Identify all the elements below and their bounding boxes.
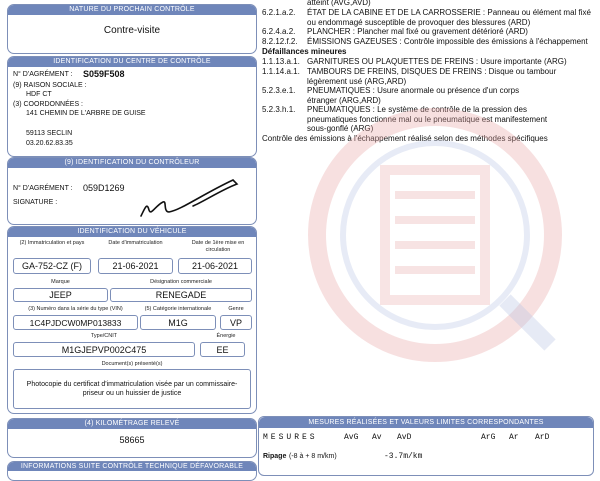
unfavorable-info-header: INFORMATIONS SUITE CONTRÔLE TECHNIQUE DÉFAVORABLE: [8, 462, 256, 471]
center-header: IDENTIFICATION DU CENTRE DE CONTRÔLE: [8, 57, 256, 67]
measures-panel: [258, 416, 594, 476]
measure-col-av: Av: [372, 433, 382, 442]
genre-caption: Genre: [228, 306, 244, 312]
defect-code: 5.2.3.h.1.: [262, 105, 296, 114]
vehicle-panel: [7, 226, 257, 414]
center-approval-label: N° D'AGRÉMENT :: [13, 71, 73, 78]
minor-defects-title: Défaillances mineures: [262, 47, 347, 56]
category-caption: (5) Catégorie internationale: [144, 306, 212, 312]
genre-value: VP: [220, 315, 252, 330]
defect-text: ÉTAT DE LA CABINE ET DE LA CARROSSERIE : Panneau ou élément mal fixé ou endommagé susceptible de provoquer des blessures (ARD): [307, 8, 591, 27]
ripage-label: Ripage: [263, 453, 287, 460]
defect-text: PLANCHER : Plancher mal fixé ou gravement détérioré (ARD): [307, 27, 528, 36]
documents-caption: Document(s) présenté(s): [101, 361, 163, 367]
mileage-value: 58665: [119, 435, 145, 445]
registration-caption: (2) Immatriculation et pays: [19, 240, 85, 246]
defect-text: GARNITURES OU PLAQUETTES DE FREINS : Usure importante (ARG): [307, 57, 567, 66]
defect-text: PNEUMATIQUES : Usure anormale ou présence d'un corps étranger (ARG,ARD): [307, 86, 520, 105]
measures-title: MESURES: [263, 433, 318, 442]
defect-code: 6.2.1.a.2.: [262, 8, 296, 17]
registration-date-caption: Date d'immatriculation: [108, 240, 163, 246]
company-value: HDF CT: [26, 91, 52, 98]
emissions-note: Contrôle des émissions à l'échappement réalisé selon des méthodes spécifiques: [262, 134, 548, 143]
controller-approval-label: N° D'AGRÉMENT :: [13, 185, 73, 192]
mileage-panel: [7, 418, 257, 458]
defect-code: 1.1.14.a.1.: [262, 67, 300, 76]
signature-label: SIGNATURE :: [13, 199, 58, 206]
type-caption: Type/CNIT: [90, 333, 118, 339]
signature-icon: [133, 172, 248, 222]
measure-col-ar: Ar: [509, 433, 519, 442]
vin-value: 1C4PJDCW0MP013833: [13, 315, 138, 330]
next-check-value: Contre-visite: [103, 25, 161, 36]
company-label: (9) RAISON SOCIALE :: [13, 82, 87, 89]
measure-col-ard: ArD: [535, 433, 550, 442]
address-line2: 59113 SECLIN: [26, 130, 73, 137]
defect-code: 1.1.13.a.1.: [262, 57, 300, 66]
controller-approval-value: 059D1269: [83, 183, 125, 193]
defect-code: 5.2.3.e.1.: [262, 86, 296, 95]
next-check-panel: [7, 4, 257, 54]
measure-col-arg: ArG: [481, 433, 496, 442]
ripage-value: -3.7m/km: [384, 452, 423, 461]
registration-value: GA-752-CZ (F): [13, 258, 91, 274]
defect-code: 8.2.12.f.2.: [262, 37, 298, 46]
documents-value: Photocopie du certificat d'immatriculation visée par un commissaire-priseur ou un huissier de justice: [13, 369, 251, 409]
center-panel: [7, 56, 257, 157]
next-check-header: NATURE DU PROCHAIN CONTRÔLE: [8, 5, 256, 15]
vin-caption: (3) Numéro dans la série du type (VIN): [28, 306, 123, 312]
mileage-header: (4) KILOMÉTRAGE RELEVÉ: [8, 419, 256, 429]
brand-value: JEEP: [13, 288, 108, 302]
vehicle-header: IDENTIFICATION DU VÉHICULE: [8, 227, 256, 237]
commercial-value: RENEGADE: [110, 288, 252, 302]
center-phone: 03.20.62.83.35: [26, 140, 73, 147]
defect-text: ÉMISSIONS GAZEUSES : Contrôle impossible des émissions à l'échappement: [307, 37, 588, 46]
type-value: M1GJEPVP002C475: [13, 342, 195, 357]
center-approval-value: S059F508: [83, 69, 125, 79]
unfavorable-info-panel: [7, 461, 257, 481]
measures-header: MESURES RÉALISÉES ET VALEURS LIMITES CORRESPONDANTES: [259, 417, 593, 428]
category-value: M1G: [140, 315, 216, 330]
brand-caption: Marque: [51, 279, 70, 285]
first-circulation-caption: Date de 1ère mise en circulation: [191, 240, 245, 253]
ripage-limit: (-8 à + 8 m/km): [289, 453, 337, 460]
watermark-logo-icon: [300, 100, 570, 370]
energy-caption: Énergie: [216, 333, 236, 339]
address-line1: 141 CHEMIN DE L'ARBRE DE GUISE: [26, 110, 146, 117]
controller-header: (9) IDENTIFICATION DU CONTRÔLEUR: [8, 158, 256, 168]
defect-text: TAMBOURS DE FREINS, DISQUES DE FREINS : Disque ou tambour légèrement usé (ARG,ARD): [307, 67, 557, 86]
address-label: (3) COORDONNÉES :: [13, 101, 84, 108]
measure-col-avg: AvG: [344, 433, 359, 442]
energy-value: EE: [200, 342, 245, 357]
first-circulation-value: 21-06-2021: [178, 258, 252, 274]
registration-date-value: 21-06-2021: [98, 258, 173, 274]
defect-continuation: atteint (AVG,AVD): [307, 0, 371, 7]
controller-panel: [7, 157, 257, 225]
commercial-caption: Désignation commerciale: [150, 279, 212, 285]
defect-text: PNEUMATIQUES : Le système de contrôle de la pression des pneumatiques fonctionne mal ou le pneumatique est manifestement sous-gonflé (ARG): [307, 105, 548, 133]
defect-code: 6.2.4.a.2.: [262, 27, 296, 36]
measure-col-avd: AvD: [397, 433, 412, 442]
